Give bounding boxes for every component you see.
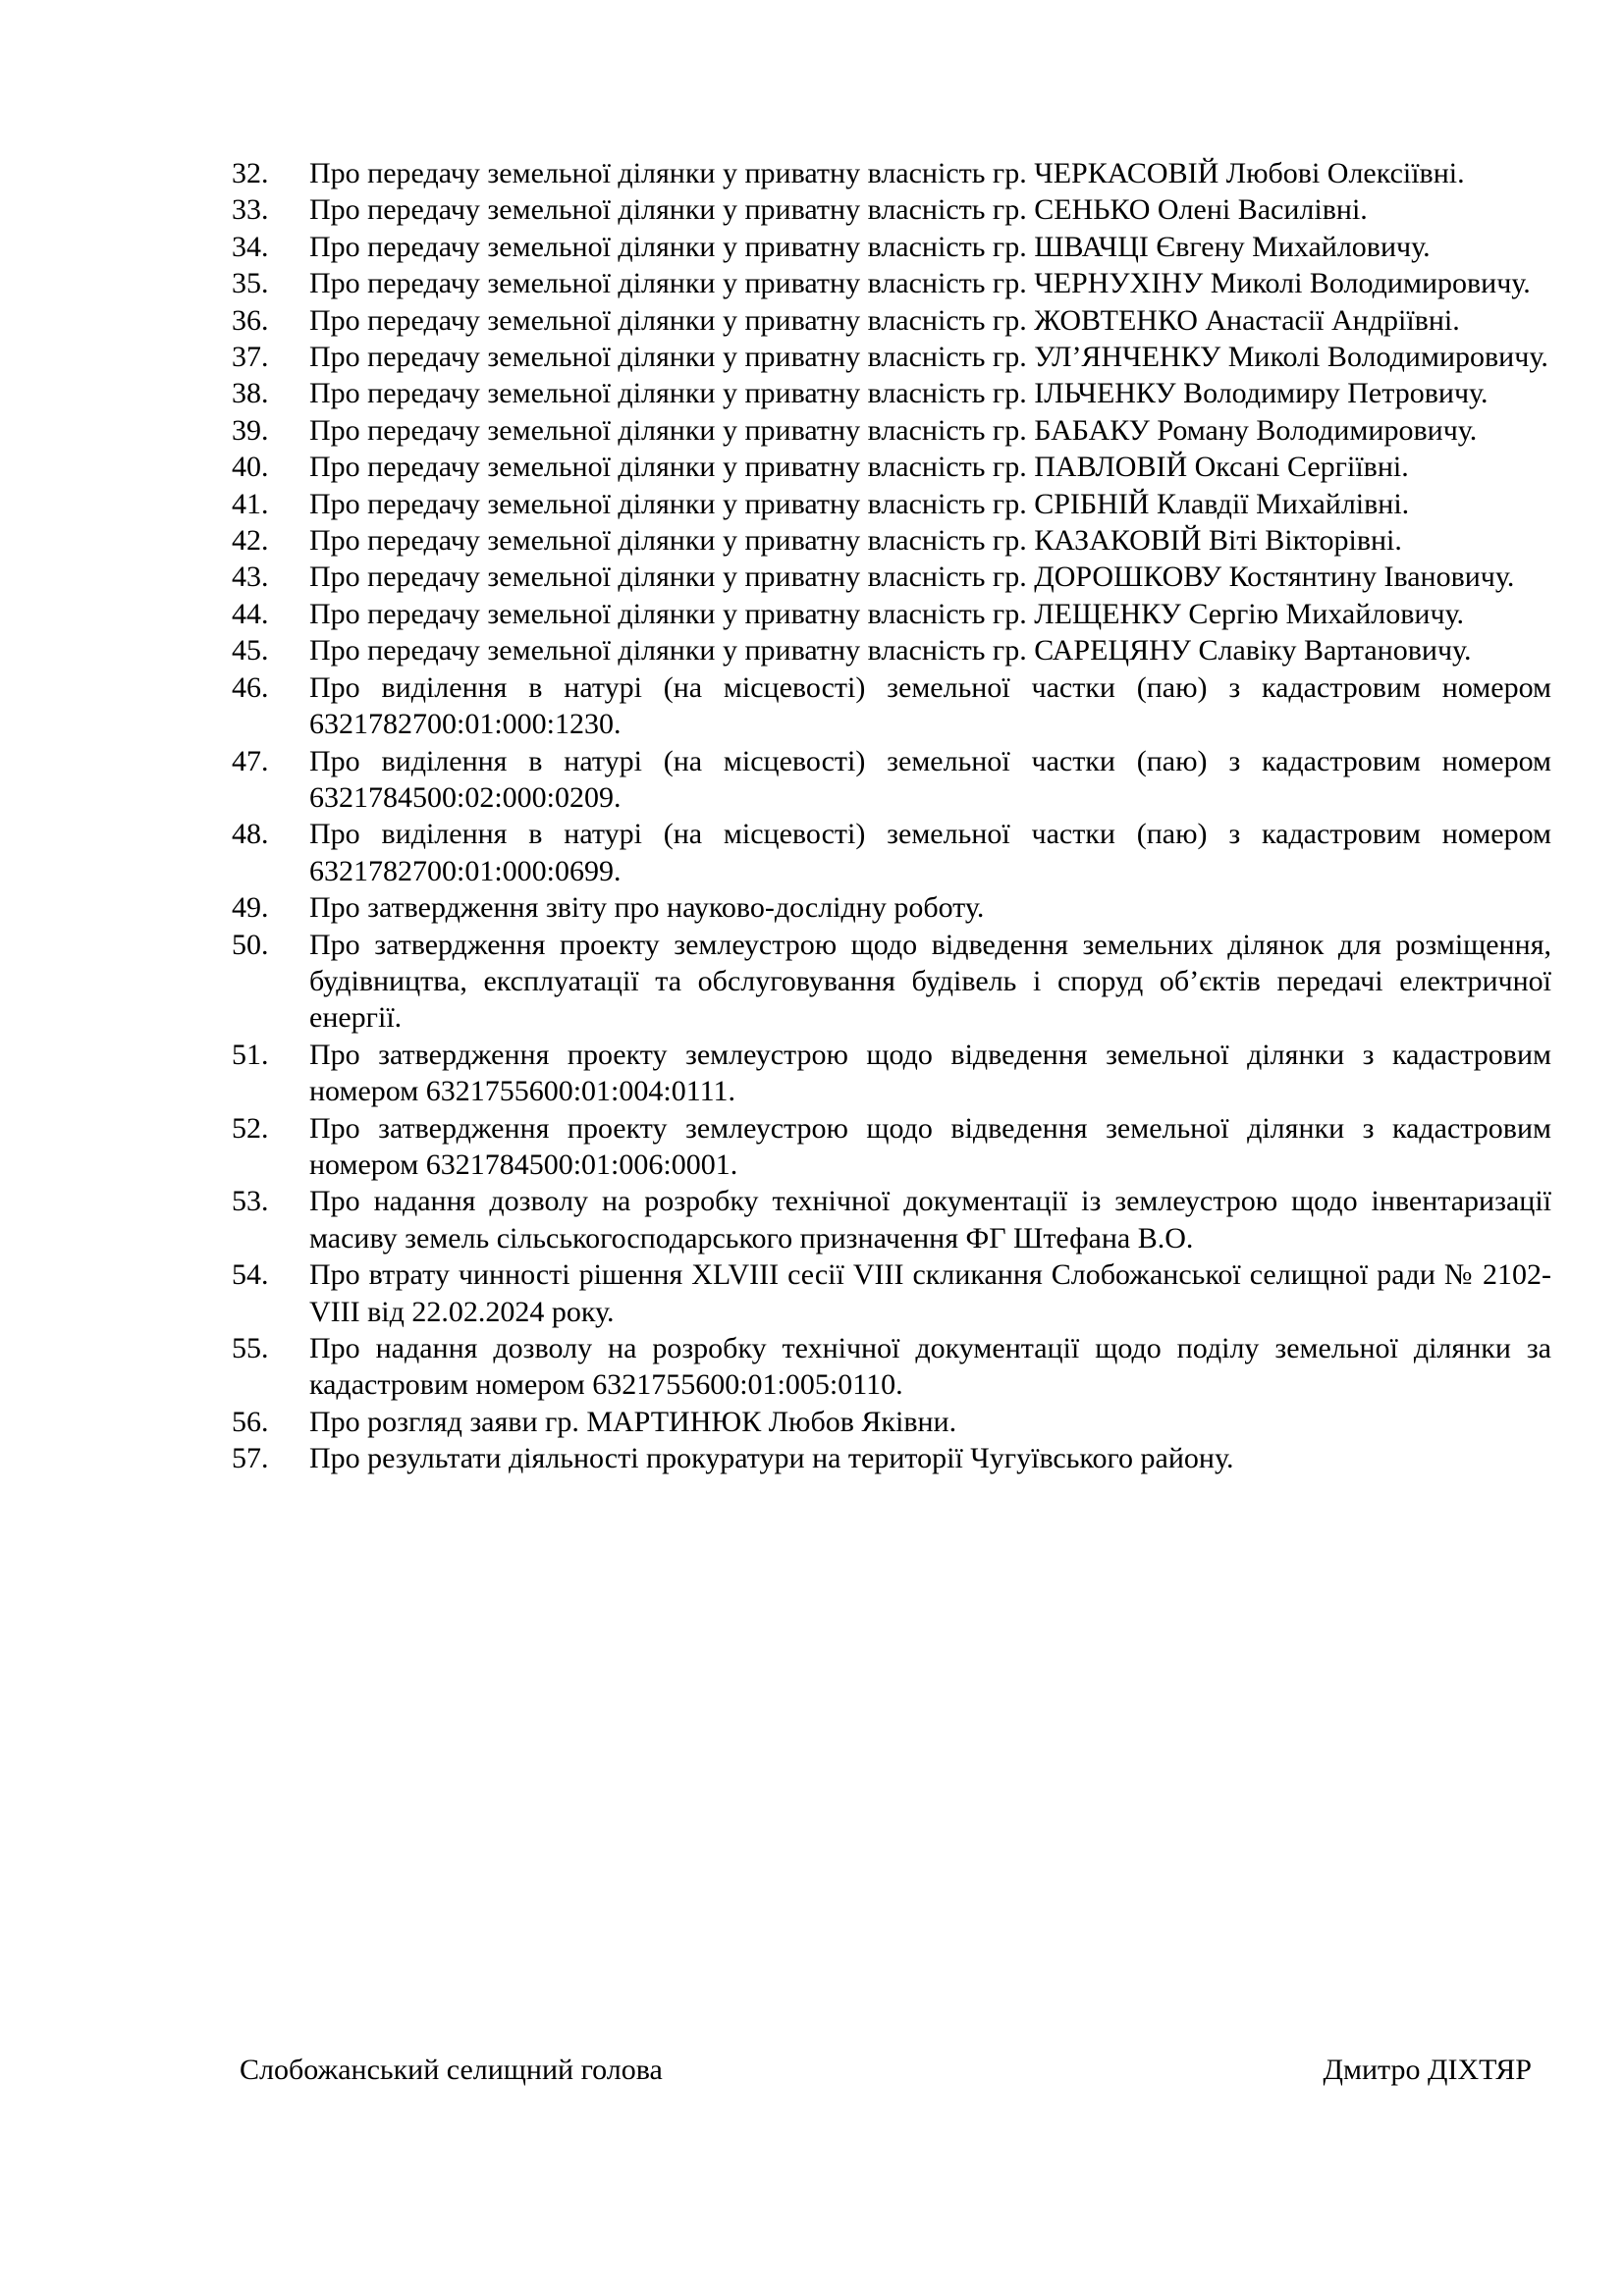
agenda-item: [232, 449, 1551, 485]
agenda-item-number: 34.: [232, 230, 269, 263]
agenda-item-number: 35.: [232, 267, 269, 300]
signature-title: Слобожанський селищний голова: [240, 2054, 663, 2086]
agenda-item-number: 50.: [232, 928, 269, 961]
agenda-item-text: Про передачу земельної ділянки у приватну власність гр. ЛЕЩЕНКУ Сергію Михайловичу.: [309, 597, 1465, 630]
agenda-item-number: 43.: [232, 561, 269, 594]
agenda-item-text: Про виділення в натурі (на місцевості) земельної частки (паю) з кадастровим номером 6321782700:01:000:0699.: [309, 818, 1551, 887]
agenda-item-number: 54.: [232, 1258, 269, 1292]
agenda-item-text: Про передачу земельної ділянки у приватну власність гр. ПАВЛОВІЙ Оксані Сергіївні.: [309, 451, 1409, 484]
agenda-item: [232, 632, 1551, 668]
agenda-item: [232, 1183, 1551, 1256]
agenda-item: [232, 229, 1551, 265]
agenda-item-text: Про передачу земельної ділянки у приватну власність гр. БАБАКУ Роману Володимировичу.: [309, 413, 1478, 447]
agenda-item-number: 53.: [232, 1185, 269, 1218]
agenda-item-text: Про виділення в натурі (на місцевості) земельної частки (паю) з кадастровим номером 6321784500:02:000:0209.: [309, 744, 1551, 814]
agenda-item: [232, 191, 1551, 228]
agenda-item-number: 55.: [232, 1332, 269, 1364]
agenda-item-number: 37.: [232, 341, 269, 374]
agenda-item-number: 51.: [232, 1038, 269, 1071]
agenda-item-number: 38.: [232, 377, 269, 410]
agenda-item-number: 42.: [232, 524, 269, 558]
agenda-item: [232, 522, 1551, 559]
agenda-item-number: 41.: [232, 487, 269, 520]
agenda-item-number: 44.: [232, 597, 269, 630]
agenda-item: [232, 1037, 1551, 1110]
agenda-item-text: Про затвердження проекту землеустрою щодо відведення земельної ділянки з кадастровим номером 6321755600:01:004:0111.: [309, 1038, 1551, 1108]
agenda-item: [232, 596, 1551, 632]
agenda-item-text: Про затвердження проекту землеустрою щодо відведення земельних ділянок для розміщення, будівництва, експлуатації та обслуговування будівель і споруд об’єктів передачі електричної енергії.: [309, 928, 1551, 1035]
agenda-item-text: Про надання дозволу на розробку технічної документації із землеустрою щодо інвентаризації масиву земель сільськогосподарського призначення ФГ Штефана В.О.: [309, 1185, 1551, 1255]
agenda-item: [232, 155, 1551, 191]
agenda-item-number: 45.: [232, 634, 269, 667]
agenda-item: [232, 889, 1551, 926]
agenda-item: [232, 265, 1551, 301]
agenda-item: [232, 743, 1551, 817]
agenda-item-number: 52.: [232, 1111, 269, 1145]
agenda-item-number: 48.: [232, 818, 269, 851]
agenda-item: [232, 486, 1551, 522]
agenda-list: [232, 155, 1551, 1477]
agenda-item-number: 47.: [232, 744, 269, 777]
agenda-item-text: Про передачу земельної ділянки у приватну власність гр. УЛ’ЯНЧЕНКУ Миколі Володимировичу.: [309, 341, 1548, 374]
agenda-item-text: Про передачу земельної ділянки у приватну власність гр. ІЛЬЧЕНКУ Володимиру Петровичу.: [309, 377, 1489, 410]
agenda-item-text: Про передачу земельної ділянки у приватну власність гр. ДОРОШКОВУ Костянтину Івановичу.: [309, 561, 1515, 594]
agenda-item-number: 56.: [232, 1405, 269, 1438]
agenda-item: [232, 1440, 1551, 1476]
agenda-item-number: 33.: [232, 193, 269, 227]
agenda-item: [232, 412, 1551, 449]
agenda-item-text: Про втрату чинності рішення XLVIII сесії VIII скликання Слобожанської селищної ради № 2102-VIII від 22.02.2024 року.: [309, 1258, 1551, 1328]
agenda-item-text: Про передачу земельної ділянки у приватну власність гр. САРЕЦЯНУ Славіку Вартановичу.: [309, 634, 1472, 667]
agenda-item: [232, 339, 1551, 375]
agenda-item-number: 40.: [232, 451, 269, 484]
agenda-item: [232, 375, 1551, 411]
agenda-item-number: 46.: [232, 670, 269, 704]
agenda-item: [232, 559, 1551, 595]
agenda-item-text: Про передачу земельної ділянки у приватну власність гр. СРІБНІЙ Клавдії Михайлівні.: [309, 487, 1410, 520]
agenda-item-text: Про передачу земельної ділянки у приватну власність гр. ЖОВТЕНКО Анастасії Андріївні.: [309, 303, 1460, 337]
agenda-item-number: 39.: [232, 413, 269, 447]
agenda-item: [232, 816, 1551, 889]
agenda-item-text: Про передачу земельної ділянки у приватну власність гр. ЧЕРКАСОВІЙ Любові Олексіївні.: [309, 157, 1465, 189]
agenda-item-text: Про надання дозволу на розробку технічної документації щодо поділу земельної ділянки за кадастровим номером 6321755600:01:005:0110.: [309, 1332, 1551, 1402]
agenda-item: [232, 669, 1551, 743]
agenda-item-text: Про передачу земельної ділянки у приватну власність гр. ШВАЧЦІ Євгену Михайловичу.: [309, 230, 1431, 263]
agenda-item: [232, 302, 1551, 339]
agenda-item-number: 32.: [232, 157, 269, 189]
agenda-item-text: Про передачу земельної ділянки у приватну власність гр. КАЗАКОВІЙ Віті Вікторівні.: [309, 524, 1402, 558]
agenda-item-text: Про результати діяльності прокуратури на території Чугуївського району.: [309, 1442, 1234, 1475]
signature-name: Дмитро ДІХТЯР: [1323, 2054, 1532, 2086]
agenda-item-text: Про виділення в натурі (на місцевості) земельної частки (паю) з кадастровим номером 6321782700:01:000:1230.: [309, 670, 1551, 741]
agenda-item: [232, 1404, 1551, 1440]
agenda-item: [232, 927, 1551, 1037]
agenda-item-number: 57.: [232, 1442, 269, 1475]
agenda-item-number: 49.: [232, 891, 269, 925]
agenda-item: [232, 1110, 1551, 1184]
agenda-item-text: Про затвердження звіту про науково-дослідну роботу.: [309, 891, 985, 925]
agenda-item-text: Про передачу земельної ділянки у приватну власність гр. ЧЕРНУХІНУ Миколі Володимировичу.: [309, 267, 1531, 300]
agenda-item: [232, 1256, 1551, 1330]
agenda-item-text: Про затвердження проекту землеустрою щодо відведення земельної ділянки з кадастровим номером 6321784500:01:006:0001.: [309, 1111, 1551, 1181]
agenda-item-text: Про передачу земельної ділянки у приватну власність гр. СЕНЬКО Олені Василівні.: [309, 193, 1368, 227]
agenda-item: [232, 1330, 1551, 1404]
agenda-item-number: 36.: [232, 303, 269, 337]
agenda-item-text: Про розгляд заяви гр. МАРТИНЮК Любов Яківни.: [309, 1405, 957, 1438]
